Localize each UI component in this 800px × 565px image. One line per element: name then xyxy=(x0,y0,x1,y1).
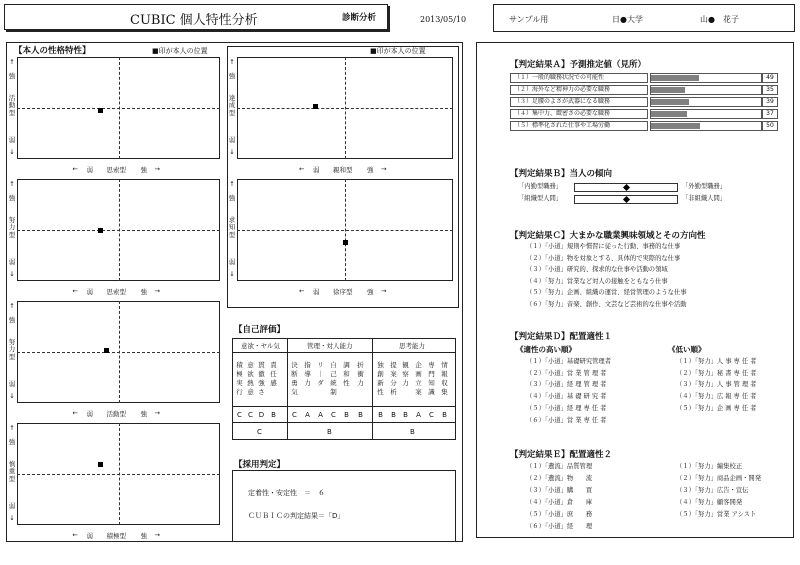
self-eval-column-char: リ xyxy=(317,361,324,369)
self-eval-column-char: 衝 xyxy=(357,370,364,378)
result-a-value: 49 xyxy=(762,73,778,83)
result-e-title: 【判定結果Ｅ】配置適性２ xyxy=(510,450,613,460)
result-a-track xyxy=(650,85,762,95)
position-marker xyxy=(313,104,318,109)
result-a-fill xyxy=(651,123,700,129)
axis-weak-x: 弱 xyxy=(313,288,320,296)
self-eval-column-char: 案 xyxy=(390,370,397,378)
self-eval-column-char: 企 xyxy=(415,361,422,369)
self-eval-column-char: 極 xyxy=(236,370,243,378)
self-eval-summary-motivation: C xyxy=(257,428,262,436)
self-eval-summary-management: B xyxy=(327,428,332,436)
axis-weak-label: 弱 xyxy=(228,136,236,144)
axis-up-arrow: ↑ xyxy=(229,58,235,66)
self-eval-grade: C xyxy=(248,411,253,419)
self-eval-column-char: 門 xyxy=(428,370,435,378)
axis-down-arrow: ↓ xyxy=(9,270,15,278)
axis-y-char: 慎 xyxy=(8,460,16,468)
result-d-high-item: （６）「小道」営 業 専 任 者 xyxy=(526,416,607,424)
self-eval-column-char: 観 xyxy=(402,361,409,369)
self-eval-grade: D xyxy=(258,411,265,419)
result-b-right-label: 「非組織人間」 xyxy=(682,195,727,202)
axis-up-arrow: ↑ xyxy=(229,180,235,188)
result-e-left-item: （５）「小道」庶 務 xyxy=(526,511,593,518)
self-eval-column-char: 統 xyxy=(330,379,337,387)
axis-weak-x: 弱 xyxy=(86,166,93,174)
self-eval-grade: B xyxy=(403,411,408,419)
result-e-right-item: （４）「努力」顧客開発 xyxy=(676,499,743,506)
axis-strong-x: 強 xyxy=(367,166,374,174)
self-eval-column-char: 実 xyxy=(236,379,243,387)
axis-x-label: 思索型 xyxy=(106,288,126,296)
self-eval-column-char: 断 xyxy=(291,370,298,378)
axis-y-char: 達 xyxy=(228,94,236,102)
axis-right-arrow: → xyxy=(381,287,387,295)
self-eval-column-char: 力 xyxy=(304,379,311,387)
result-b-right-label: 「外勤型職務」 xyxy=(682,183,727,190)
self-eval-col-divider-2 xyxy=(372,338,373,440)
axis-strong-x: 強 xyxy=(140,532,147,540)
axis-y-label xyxy=(8,461,16,483)
self-eval-column-char: 貫 xyxy=(258,361,265,369)
self-eval-header-divider xyxy=(232,352,456,353)
self-eval-grade: A xyxy=(318,411,323,419)
axis-y-char: 型 xyxy=(8,108,16,117)
axis-y-char: 活 xyxy=(8,94,16,102)
self-eval-column-char: 任 xyxy=(270,370,277,378)
axis-right-arrow: → xyxy=(154,287,160,295)
axis-x-label: 活動型 xyxy=(106,410,126,418)
report-date: 2013/05/10 xyxy=(420,15,467,24)
chart-vline xyxy=(345,179,346,281)
result-d-high-item: （５）「小道」経 理 専 任 者 xyxy=(526,404,607,412)
self-eval-column-char: 提 xyxy=(390,361,397,369)
result-d-title: 【判定結果Ｄ】配置適性１ xyxy=(510,332,613,342)
result-b-scale xyxy=(574,195,678,204)
result-a-track xyxy=(650,97,762,107)
result-c-title: 【判定結果Ｃ】大まかな職業興味領域とその方向性 xyxy=(510,231,706,241)
axis-weak-label: 弱 xyxy=(8,136,16,144)
axis-right-arrow: → xyxy=(154,165,160,173)
result-b-marker xyxy=(623,196,630,203)
self-eval-grade: B xyxy=(344,411,349,419)
self-eval-column-char: 決 xyxy=(291,361,298,369)
axis-left-arrow: ← xyxy=(72,165,78,173)
self-eval-grade: A xyxy=(305,411,310,419)
result-a-value: 50 xyxy=(762,121,778,131)
hiring-section-title: 【採用判定】 xyxy=(234,460,286,470)
result-e-right-item: （２）「努力」商品企画・開発 xyxy=(676,475,762,482)
result-a-fill xyxy=(651,111,687,117)
self-eval-column-char: 欲 xyxy=(247,370,254,378)
result-b-left-label: 「組織型人間」 xyxy=(518,195,563,202)
position-marker xyxy=(343,240,348,245)
axis-down-arrow: ↓ xyxy=(9,392,15,400)
result-c-item: （６）「努力」音楽、創作、文芸など芸術的な仕事や活動 xyxy=(526,300,687,308)
axis-down-arrow: ↓ xyxy=(9,514,15,522)
result-c-item: （１）「小道」規則や慣習に従った行動、事務的な仕事 xyxy=(526,243,681,250)
axis-y-label xyxy=(228,95,236,117)
axis-y-char: 動 xyxy=(8,101,16,110)
chart-vline xyxy=(119,179,120,281)
page-subtitle: 診断分析 xyxy=(342,13,377,23)
axis-y-char: 型 xyxy=(8,230,16,239)
axis-right-arrow: → xyxy=(154,409,160,417)
result-e-right-item: （１）「努力」編集校正 xyxy=(676,463,743,470)
result-b-marker xyxy=(623,184,630,191)
result-d-high-item: （１）「小道」基礎研究管理者 xyxy=(526,358,612,365)
result-a-label: （３）足腰のよさが武器になる職務 xyxy=(510,97,648,107)
self-eval-column-char: 積 xyxy=(236,361,243,369)
personality-section-title: 【本人の性格特性】 xyxy=(14,46,91,56)
axis-y-char: 型 xyxy=(8,352,16,361)
result-b-scale xyxy=(574,183,678,192)
result-a-label: （４）集中力、緻密さの必要な職務 xyxy=(510,109,648,119)
axis-left-arrow: ← xyxy=(72,287,78,295)
self-eval-column-char: 専 xyxy=(428,361,435,369)
self-eval-column-char: 新 xyxy=(377,379,384,387)
result-a-label: （２）海外など精神力の必要な職務 xyxy=(510,85,648,95)
result-a-fill xyxy=(651,99,689,105)
result-e-right-item: （５）「努力」営業 アシスト xyxy=(676,511,757,518)
self-eval-column-char: 気 xyxy=(291,388,298,396)
axis-y-label xyxy=(8,217,16,239)
axis-strong-label: 強 xyxy=(8,316,16,324)
self-eval-grade: B xyxy=(442,411,447,419)
hiring-stability: 定着性・安定性 ＝ ６ xyxy=(248,489,325,497)
axis-down-arrow: ↓ xyxy=(229,148,235,156)
axis-left-arrow: ← xyxy=(299,287,305,295)
axis-weak-label: 弱 xyxy=(228,258,236,266)
person-name: 山● 花子 xyxy=(700,15,739,24)
axis-y-char: 型 xyxy=(228,230,236,239)
self-eval-summary-divider xyxy=(232,422,456,423)
position-marker xyxy=(104,348,109,353)
self-eval-column-char: 責 xyxy=(270,361,277,369)
axis-x-label: 積極型 xyxy=(106,532,126,540)
result-a-row xyxy=(510,109,778,119)
self-eval-column-char: 察 xyxy=(402,370,409,378)
self-eval-column-char: 意 xyxy=(247,361,254,369)
self-eval-column-char: 画 xyxy=(415,370,422,378)
self-eval-col-divider-1 xyxy=(287,338,288,440)
result-e-left-item: （６）「小道」経 理 xyxy=(526,523,593,530)
axis-y-char: 成 xyxy=(228,101,236,110)
result-a-value: 35 xyxy=(762,85,778,95)
sample-label: サンプル用 xyxy=(509,15,549,24)
axis-weak-x: 弱 xyxy=(86,288,93,296)
axis-strong-x: 強 xyxy=(140,288,147,296)
legend-text-right: ■印が本人の位置 xyxy=(370,47,426,55)
result-a-value: 37 xyxy=(762,109,778,119)
axis-up-arrow: ↑ xyxy=(9,424,15,432)
axis-strong-x: 強 xyxy=(367,288,374,296)
axis-left-arrow: ← xyxy=(299,165,305,173)
self-eval-column-char: 行 xyxy=(236,388,243,396)
self-eval-grade: C xyxy=(429,411,434,419)
page-title: CUBIC 個人特性分析 xyxy=(130,13,258,28)
self-eval-grade: C xyxy=(292,411,297,419)
axis-strong-label: 強 xyxy=(228,194,236,202)
axis-weak-x: 弱 xyxy=(313,166,320,174)
axis-y-char: 力 xyxy=(8,345,16,354)
axis-strong-label: 強 xyxy=(8,438,16,446)
axis-right-arrow: → xyxy=(381,165,387,173)
result-c-item: （２）「小道」物を対象とする、具体的で実際的な仕事 xyxy=(526,254,681,262)
axis-right-arrow: → xyxy=(154,531,160,539)
self-eval-column-char: 力 xyxy=(402,379,409,387)
self-eval-column-char: ダ xyxy=(317,379,324,387)
axis-up-arrow: ↑ xyxy=(9,58,15,66)
hiring-result: ＣＵＢＩＣの判定結果＝「D」 xyxy=(248,512,345,520)
self-eval-header-thinking: 思考能力 xyxy=(399,342,425,350)
self-eval-grade: C xyxy=(331,411,336,419)
result-d-high-item: （３）「小道」経 理 管 理 者 xyxy=(526,381,607,389)
result-d-low-item: （２）「努力」秘 書 専 任 者 xyxy=(676,369,757,377)
axis-strong-label: 強 xyxy=(8,194,16,202)
result-a-row xyxy=(510,97,778,107)
axis-left-arrow: ← xyxy=(72,409,78,417)
self-eval-column-char: 意 xyxy=(247,388,254,396)
result-a-label: （１）一般的職務状況での可能性 xyxy=(510,73,648,83)
self-eval-column-char: 集 xyxy=(441,388,448,396)
result-d-high-title: 《適性の高い順》 xyxy=(516,345,576,354)
self-eval-column-char: 析 xyxy=(390,388,397,396)
axis-y-char: 型 xyxy=(8,474,16,483)
result-e-left-item: （１）「遺流」品質管理 xyxy=(526,463,593,470)
result-e-left-item: （３）「小道」購 買 xyxy=(526,487,593,494)
result-c-item: （４）「努力」営業など対人の接触をともなう仕事 xyxy=(526,277,668,285)
result-a-fill xyxy=(651,87,685,93)
axis-y-char: 努 xyxy=(8,338,16,346)
self-eval-grade: C xyxy=(237,411,242,419)
axis-y-char: 求 xyxy=(228,216,236,224)
self-eval-column-char: 報 xyxy=(441,370,448,378)
result-c-item: （３）「小道」研究的、探求的な仕事や活動の領域 xyxy=(526,266,668,273)
axis-weak-label: 弱 xyxy=(8,258,16,266)
self-eval-header-motivation: 意欲・ヤル気 xyxy=(241,342,280,350)
self-eval-column-char: さ xyxy=(258,388,265,396)
self-eval-column-char: 己 xyxy=(330,370,337,378)
result-a-track xyxy=(650,121,762,131)
result-d-low-item: （１）「努力」人 事 専 任 者 xyxy=(676,358,757,365)
self-eval-column-char: 立 xyxy=(415,379,422,387)
position-marker xyxy=(98,462,103,467)
self-eval-column-char: 情 xyxy=(441,361,448,369)
result-d-high-item: （４）「小道」基 礎 研 究 者 xyxy=(526,393,607,401)
axis-weak-x: 弱 xyxy=(86,410,93,418)
result-d-high-item: （２）「小道」営 業 管 理 者 xyxy=(526,369,607,377)
axis-y-label xyxy=(8,95,16,117)
position-marker xyxy=(98,108,103,113)
result-a-row xyxy=(510,121,778,131)
self-eval-header-management: 管理・対人能力 xyxy=(307,342,353,350)
legend-text-left: ■印が本人の位置 xyxy=(152,47,208,55)
axis-weak-label: 弱 xyxy=(8,502,16,510)
chart-vline xyxy=(345,57,346,159)
result-a-title: 【判定結果Ａ】予測推定値（見所） xyxy=(510,60,647,70)
result-a-fill xyxy=(651,75,699,81)
chart-vline xyxy=(119,57,120,159)
self-eval-grade: B xyxy=(358,411,363,419)
axis-up-arrow: ↑ xyxy=(9,180,15,188)
result-c-item: （５）「努力」企画、組織の運営、経営管理のような仕事 xyxy=(526,289,687,296)
chart-vline xyxy=(119,301,120,403)
axis-down-arrow: ↓ xyxy=(229,270,235,278)
self-eval-column-char: 分 xyxy=(390,379,397,387)
result-a-row xyxy=(510,85,778,95)
self-eval-column-char: 自 xyxy=(330,361,337,369)
axis-down-arrow: ↓ xyxy=(9,148,15,156)
axis-y-char: 型 xyxy=(228,108,236,117)
self-eval-column-char: 徹 xyxy=(258,370,265,378)
self-eval-column-char: 制 xyxy=(330,388,337,396)
self-eval-column-char: 熱 xyxy=(247,379,254,387)
axis-strong-label: 強 xyxy=(228,72,236,80)
result-d-low-item: （３）「努力」人 事 管 理 者 xyxy=(676,381,757,389)
self-eval-grade: B xyxy=(271,411,276,419)
self-eval-section-title: 【自己評価】 xyxy=(234,325,286,335)
result-a-track xyxy=(650,109,762,119)
result-a-track xyxy=(650,73,762,83)
self-eval-column-char: 折 xyxy=(357,361,364,369)
result-d-low-item: （５）「努力」企 画 専 任 者 xyxy=(676,404,757,412)
self-eval-grade-divider xyxy=(232,406,456,407)
axis-strong-x: 強 xyxy=(140,410,147,418)
position-marker xyxy=(98,228,103,233)
self-eval-column-char: 和 xyxy=(343,370,350,378)
result-a-value: 39 xyxy=(762,97,778,107)
axis-up-arrow: ↑ xyxy=(9,302,15,310)
axis-left-arrow: ← xyxy=(72,531,78,539)
self-eval-column-char: 独 xyxy=(377,361,384,369)
axis-weak-x: 弱 xyxy=(86,532,93,540)
self-eval-summary-thinking: B xyxy=(410,428,415,436)
self-eval-column-char: 勇 xyxy=(291,379,298,387)
result-b-left-label: 「内勤型職務」 xyxy=(518,183,563,190)
result-d-low-title: 《低い順》 xyxy=(668,345,706,354)
self-eval-column-char: 力 xyxy=(357,379,364,387)
axis-y-label xyxy=(228,217,236,239)
result-b-title: 【判定結果Ｂ】当人の傾向 xyxy=(510,169,613,179)
axis-x-label: 徐序型 xyxy=(333,288,353,296)
self-eval-column-char: 導 xyxy=(304,370,311,378)
self-eval-column-char: 調 xyxy=(343,361,350,369)
axis-y-char: 知 xyxy=(228,223,236,232)
self-eval-column-char: 知 xyxy=(428,379,435,387)
self-eval-column-char: 識 xyxy=(428,388,435,396)
self-eval-column-char: 収 xyxy=(441,379,448,387)
result-e-left-item: （２）「遺流」物 流 xyxy=(526,475,593,482)
university-name: 日●大学 xyxy=(612,15,643,24)
result-d-low-item: （４）「努力」広 報 専 任 者 xyxy=(676,393,757,401)
axis-y-char: 努 xyxy=(8,216,16,224)
axis-strong-label: 強 xyxy=(8,72,16,80)
hiring-box xyxy=(232,470,456,542)
self-eval-column-char: 性 xyxy=(343,379,350,387)
self-eval-grade: A xyxy=(416,411,421,419)
self-eval-column-char: ｜ xyxy=(317,370,324,378)
result-a-label: （５）標準化された仕事や工場労働 xyxy=(510,121,648,131)
self-eval-column-char: 指 xyxy=(304,361,311,369)
self-eval-column-char: 感 xyxy=(270,379,277,387)
axis-y-char: 力 xyxy=(8,223,16,232)
result-e-right-item: （３）「努力」広告・宣伝 xyxy=(676,487,749,494)
self-eval-column-char: 案 xyxy=(415,388,422,396)
axis-y-char: 重 xyxy=(8,467,16,476)
self-eval-column-char: 創 xyxy=(377,370,384,378)
self-eval-column-char: 性 xyxy=(377,388,384,396)
axis-x-label: 親和型 xyxy=(333,166,353,174)
axis-x-label: 思索型 xyxy=(106,166,126,174)
result-e-left-item: （４）「小道」倉 庫 xyxy=(526,499,593,506)
self-eval-grade: B xyxy=(378,411,383,419)
axis-y-label xyxy=(8,339,16,361)
axis-strong-x: 強 xyxy=(140,166,147,174)
result-a-row xyxy=(510,73,778,83)
self-eval-column-char: 強 xyxy=(258,379,265,387)
axis-weak-label: 弱 xyxy=(8,380,16,388)
self-eval-grade: B xyxy=(391,411,396,419)
chart-vline xyxy=(119,423,120,525)
